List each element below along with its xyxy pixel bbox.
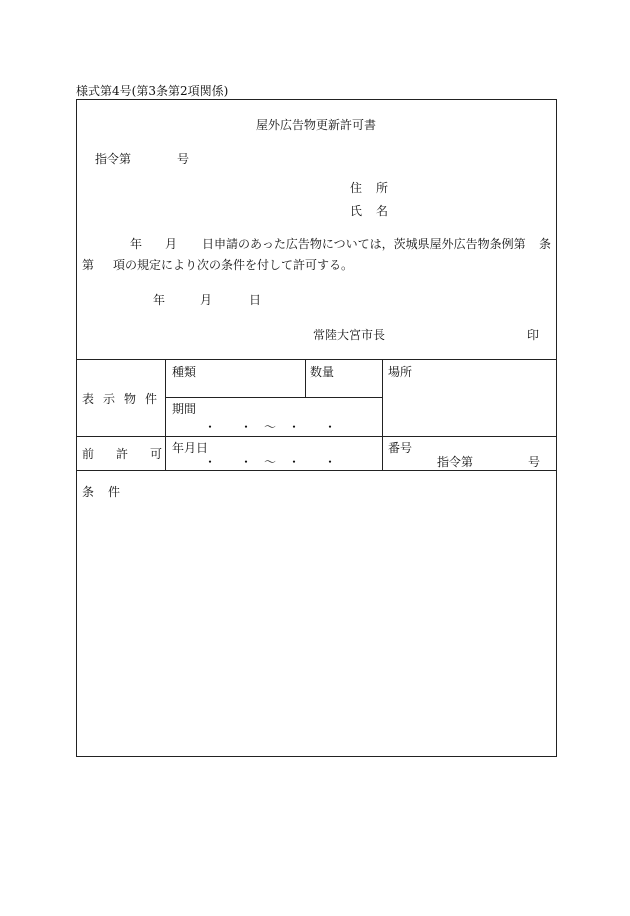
body-clause: 第 [82,258,95,272]
date-month: 月 [200,293,213,307]
table-top-rule [76,359,557,360]
date-year: 年 [153,293,166,307]
date-day: 日 [249,293,262,307]
table-row-divider [76,436,557,437]
body-line1-text: 日申請のあった広告物については，茨城県屋外広告物条例第 [202,237,526,251]
body-article: 条 [539,237,552,251]
number-prefix: 指令第 [437,455,474,469]
conditions-label: 条件 [82,485,135,499]
date-format: ・ ・ 〜 ・ ・ [204,455,337,469]
period-format: ・ ・ 〜 ・ ・ [204,420,337,434]
table-row-divider [76,470,557,471]
location-label: 場所 [388,365,413,379]
body-month: 月 [165,237,178,251]
address-label: 住所 [350,181,403,195]
date-label: 年月日 [172,441,209,455]
period-label: 期間 [172,402,197,416]
table-col-divider [382,359,383,470]
number-suffix: 号 [528,455,541,469]
form-number: 様式第4号(第3条第2項関係) [76,84,229,98]
previous-permit-label: 前許可 [82,447,185,461]
shirei-suffix: 号 [177,152,190,166]
table-col-divider [305,359,306,397]
seal-mark: 印 [527,328,540,342]
body-year: 年 [130,237,143,251]
number-label: 番号 [388,441,413,455]
display-item-label: 表示物件 [82,392,167,406]
body-line2-text: 項の規定により次の条件を付して許可する。 [113,258,354,272]
form-title: 屋外広告物更新許可書 [256,118,377,132]
type-label: 種類 [172,365,197,379]
table-row-divider [166,397,382,398]
shirei-prefix: 指令第 [95,152,132,166]
name-label: 氏名 [350,204,403,218]
issuer-title: 常陸大宮市長 [313,328,386,342]
quantity-label: 数量 [310,365,335,379]
